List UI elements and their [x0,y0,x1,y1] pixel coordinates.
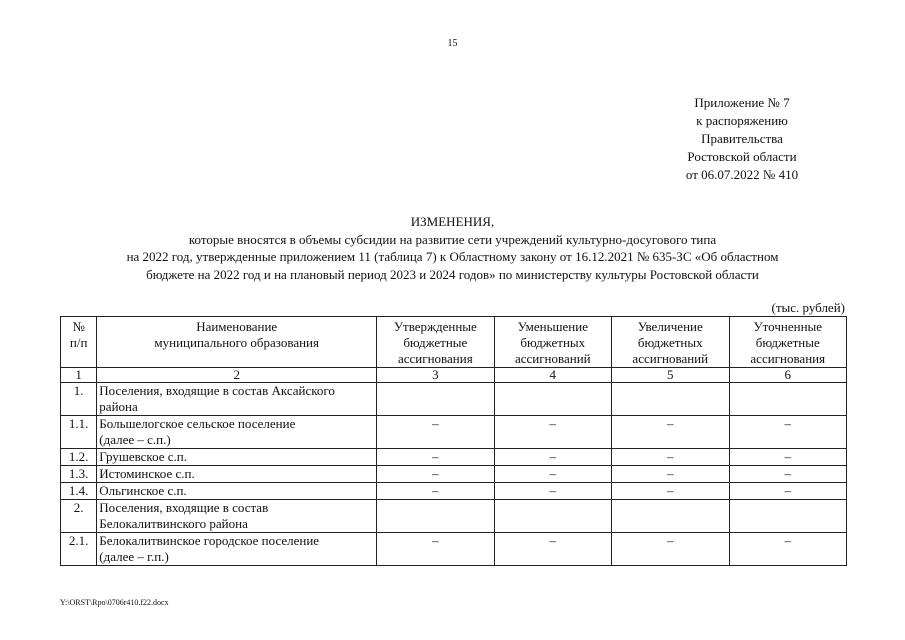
heading-line: на 2022 год, утвержденные приложением 11 (таблица 7) к Областному закону от 16.12.2021 № 635-ЗС «Об областном [126,249,779,264]
increase-value: – [612,416,729,449]
appendix-block [660,94,824,184]
document-heading [60,213,845,283]
column-index: 1 [61,368,97,383]
approved-value: – [377,483,494,500]
revised-value [729,383,847,416]
increase-value: – [612,449,729,466]
approved-value [377,383,494,416]
table-row [61,483,847,500]
decrease-value: – [494,533,611,566]
file-path-footer: Y:\ORST\Rpo\0706r410.f22.docx [60,598,169,607]
row-number: 1.4. [61,483,97,500]
approved-value: – [377,466,494,483]
table-row [61,466,847,483]
decrease-value: – [494,449,611,466]
increase-value [612,383,729,416]
table-row [61,500,847,533]
row-number: 1.3. [61,466,97,483]
row-number: 1.2. [61,449,97,466]
municipality-name: Большелогское сельское поселение (далее – с.п.) [97,416,377,449]
heading-title: ИЗМЕНЕНИЯ, [410,214,495,229]
municipality-name: Ольгинское с.п. [97,483,377,500]
table-row [61,383,847,416]
municipality-name: Истоминское с.п. [97,466,377,483]
row-number: 2. [61,500,97,533]
municipality-name: Белокалитвинское городское поселение (далее – г.п.) [97,533,377,566]
header-number: № п/п [61,317,97,368]
approved-value: – [377,449,494,466]
decrease-value [494,500,611,533]
increase-value [612,500,729,533]
revised-value: – [729,466,847,483]
column-index: 6 [729,368,847,383]
table-header-row [61,317,847,368]
column-index: 2 [97,368,377,383]
column-index: 4 [494,368,611,383]
decrease-value: – [494,483,611,500]
column-index-row [61,368,847,383]
column-index: 3 [377,368,494,383]
municipality-name: Поселения, входящие в состав Аксайского района [97,383,377,416]
increase-value: – [612,466,729,483]
header-approved: Утвержденные бюджетные ассигнования [377,317,494,368]
municipality-name: Грушевское с.п. [97,449,377,466]
increase-value: – [612,483,729,500]
subsidy-table [60,316,847,566]
table-row [61,533,847,566]
revised-value: – [729,533,847,566]
increase-value: – [612,533,729,566]
appendix-line: Правительства [701,131,783,146]
revised-value: – [729,449,847,466]
row-number: 1.1. [61,416,97,449]
header-revised: Уточненные бюджетные ассигнования [729,317,847,368]
heading-line: бюджете на 2022 год и на плановый период 2023 и 2024 годов» по министерству культуры Ростовской области [146,266,759,282]
header-increase: Увеличение бюджетных ассигнований [612,317,729,368]
page-number: 15 [447,38,458,49]
header-decrease: Уменьшение бюджетных ассигнований [494,317,611,368]
appendix-line: Ростовской области [687,149,797,164]
approved-value: – [377,416,494,449]
decrease-value: – [494,466,611,483]
column-index: 5 [612,368,729,383]
row-number: 1. [61,383,97,416]
approved-value [377,500,494,533]
revised-value [729,500,847,533]
decrease-value [494,383,611,416]
appendix-line: Приложение № 7 [694,95,790,110]
appendix-line: от 06.07.2022 № 410 [685,167,799,182]
table-row [61,416,847,449]
units-label: (тыс. рублей) [771,300,845,315]
decrease-value: – [494,416,611,449]
row-number: 2.1. [61,533,97,566]
revised-value: – [729,416,847,449]
revised-value: – [729,483,847,500]
appendix-line: к распоряжению [696,113,788,128]
municipality-name: Поселения, входящие в состав Белокалитвинского района [97,500,377,533]
approved-value: – [377,533,494,566]
heading-line: которые вносятся в объемы субсидии на развитие сети учреждений культурно-досугового типа [188,231,717,247]
header-municipality: Наименование муниципального образования [97,317,377,368]
table-row [61,449,847,466]
